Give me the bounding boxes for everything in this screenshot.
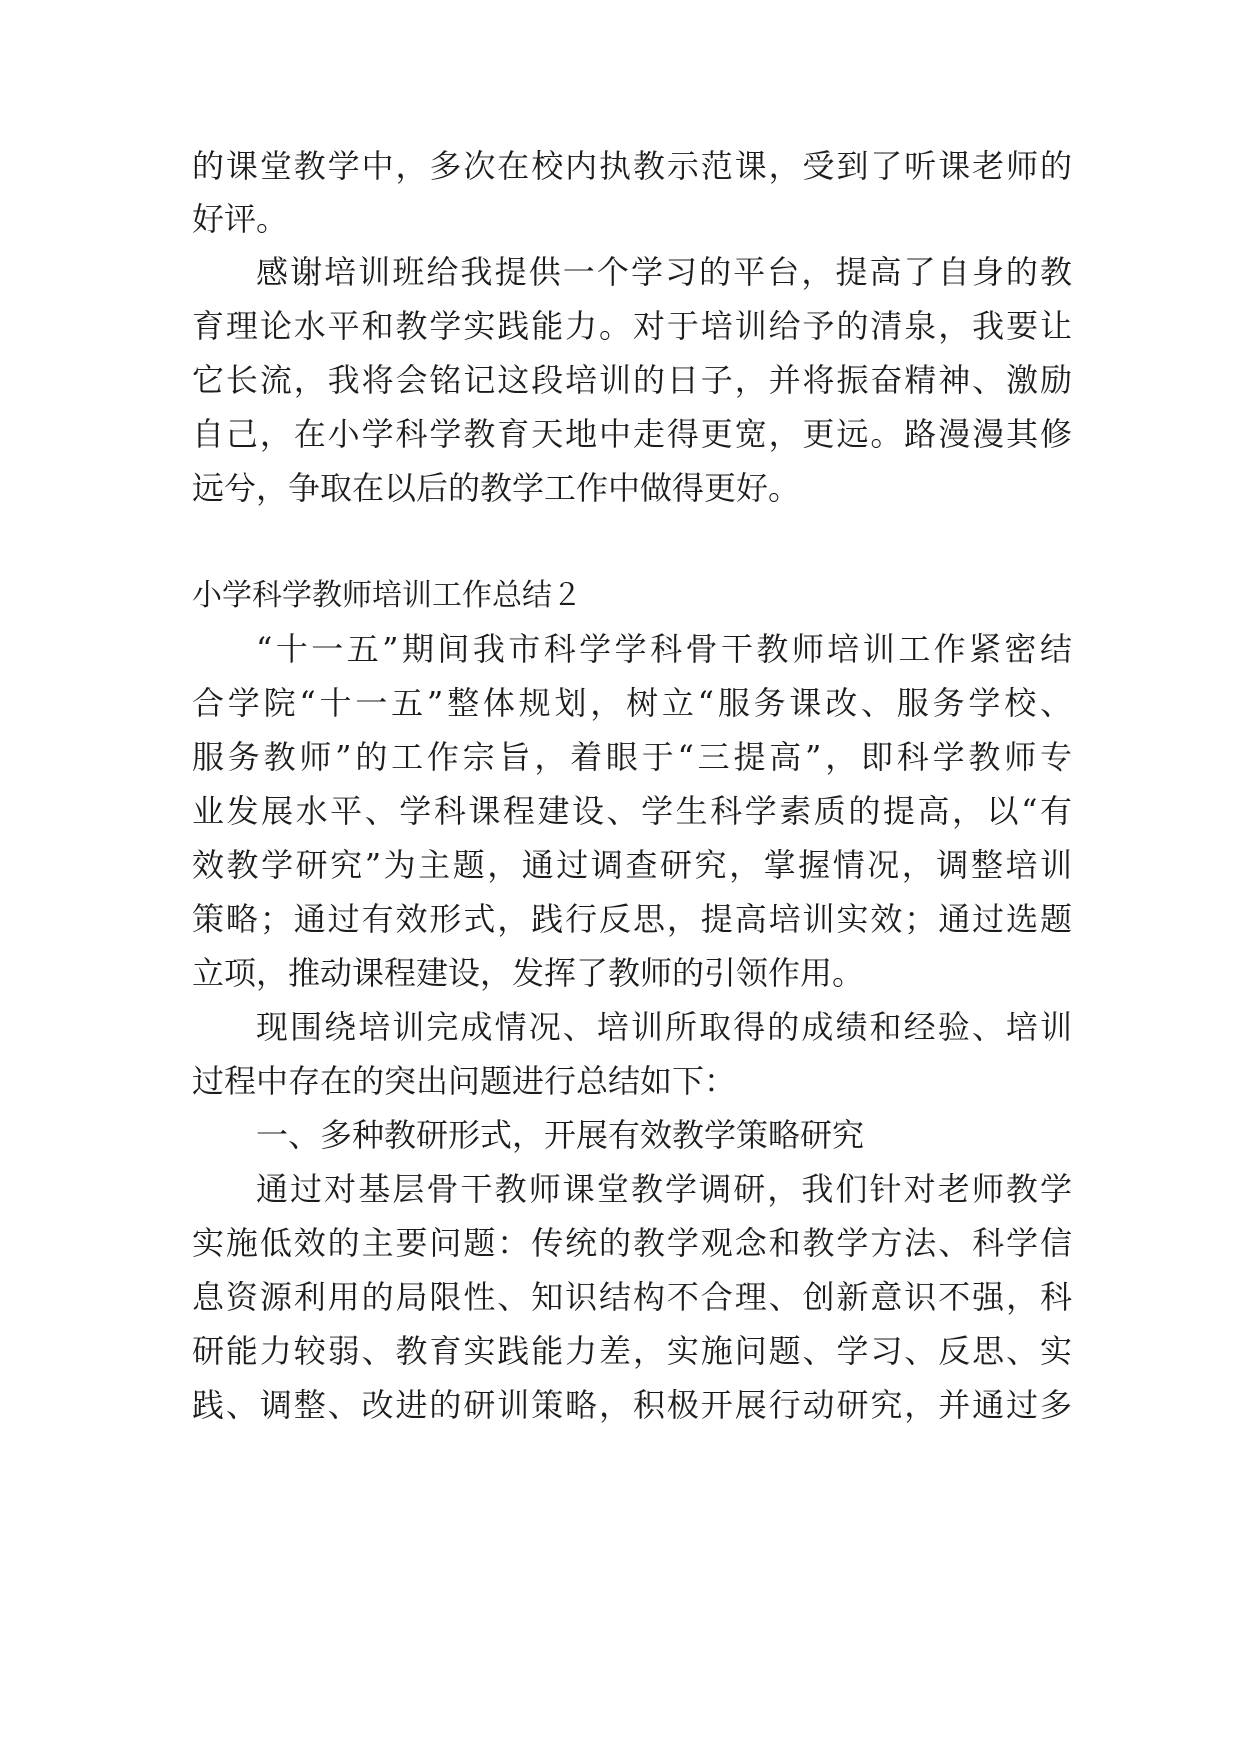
section-heading: 小学科学教师培训工作总结２ <box>192 578 582 613</box>
paragraph-3-line-7: 立项，推动课程建设，发挥了教师的引领作用。 <box>192 954 865 992</box>
paragraph-3-line-2: 合学院“十一五”整体规划，树立“服务课改、服务学校、 <box>192 684 1072 722</box>
subheading-1: 一、多种教研形式，开展有效教学策略研究 <box>256 1116 865 1154</box>
paragraph-4-line-2: 过程中存在的突出问题进行总结如下： <box>192 1062 737 1100</box>
paragraph-6-line-5: 践、调整、改进的研训策略，积极开展行动研究，并通过多 <box>192 1386 1072 1424</box>
paragraph-2-line-1: 感谢培训班给我提供一个学习的平台，提高了自身的教 <box>256 253 1072 291</box>
paragraph-6-line-2: 实施低效的主要问题：传统的教学观念和教学方法、科学信 <box>192 1224 1072 1262</box>
paragraph-3-line-6: 策略；通过有效形式，践行反思，提高培训实效；通过选题 <box>192 900 1072 938</box>
paragraph-1-line-1: 的课堂教学中，多次在校内执教示范课，受到了听课老师的 <box>192 147 1072 185</box>
paragraph-3-line-3: 服务教师”的工作宗旨，着眼于“三提高”，即科学教师专 <box>192 738 1072 776</box>
paragraph-3-line-1: “十一五”期间我市科学学科骨干教师培训工作紧密结 <box>256 630 1072 668</box>
paragraph-4-line-1: 现围绕培训完成情况、培训所取得的成绩和经验、培训 <box>256 1008 1072 1046</box>
paragraph-3-line-5: 效教学研究”为主题，通过调查研究，掌握情况，调整培训 <box>192 846 1072 884</box>
paragraph-2-line-4: 自己，在小学科学教育天地中走得更宽，更远。路漫漫其修 <box>192 415 1072 453</box>
paragraph-2-line-3: 它长流，我将会铭记这段培训的日子，并将振奋精神、激励 <box>192 361 1072 399</box>
paragraph-2-line-2: 育理论水平和教学实践能力。对于培训给予的清泉，我要让 <box>192 307 1072 345</box>
paragraph-3-line-4: 业发展水平、学科课程建设、学生科学素质的提高，以“有 <box>192 792 1072 830</box>
paragraph-6-line-3: 息资源利用的局限性、知识结构不合理、创新意识不强，科 <box>192 1278 1072 1316</box>
paragraph-1-line-2: 好评。 <box>192 200 289 238</box>
paragraph-6-line-1: 通过对基层骨干教师课堂教学调研，我们针对老师教学 <box>256 1170 1072 1208</box>
paragraph-6-line-4: 研能力较弱、教育实践能力差，实施问题、学习、反思、实 <box>192 1332 1072 1370</box>
paragraph-2-line-5: 远兮，争取在以后的教学工作中做得更好。 <box>192 469 801 507</box>
